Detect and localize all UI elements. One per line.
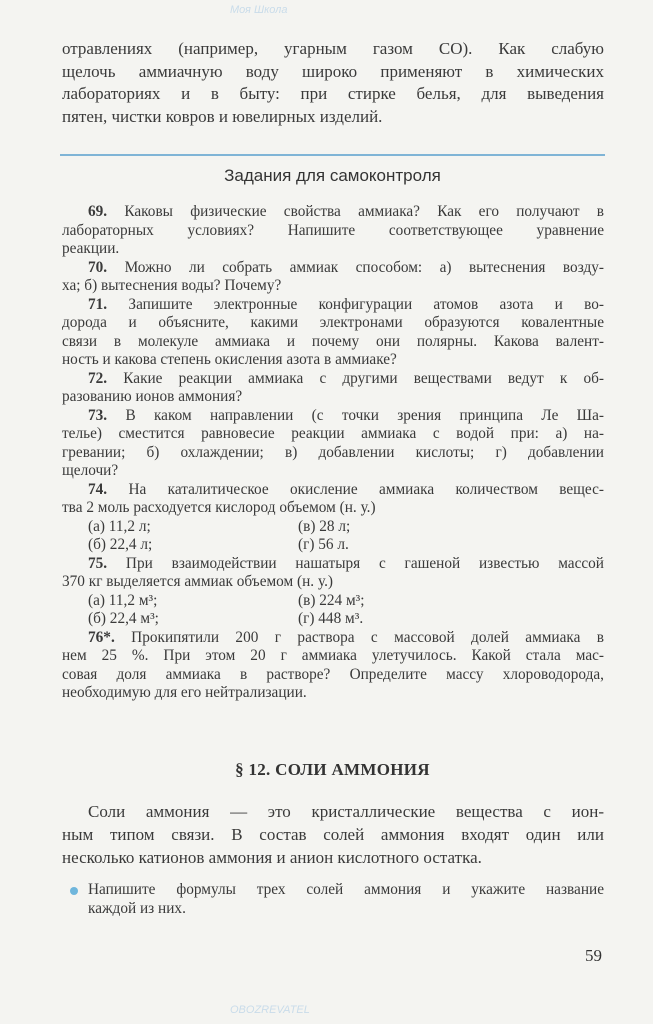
text-line: ность и какова степень окисления азота в аммиаке? (62, 351, 397, 368)
answer-option: (в) 28 л; (298, 517, 351, 535)
task-item (62, 259, 604, 296)
text-line: несколько катионов аммония и анион кислотного остатка. (62, 848, 482, 867)
text-line: необходимую для его нейтрализации. (62, 684, 307, 701)
task-item (62, 296, 604, 370)
bullet-icon (70, 887, 78, 895)
text-line: реакции. (62, 240, 120, 257)
text-line: Соли аммония — это кристаллические вещества с ион- (88, 802, 604, 821)
answer-option: (г) 56 л. (298, 536, 349, 553)
task-item (62, 370, 604, 407)
text-line: 72. Какие реакции аммиака с другими веществами ведут к об- (88, 369, 604, 387)
task-number: 71. (88, 295, 108, 313)
text-line: 70. Можно ли собрать аммиак способом: а) вытеснения возду- (88, 258, 604, 276)
text-line: ным типом связи. В состав солей аммония входят один или (62, 825, 604, 844)
task-item (62, 407, 604, 481)
answer-option: (г) 448 м³. (298, 610, 364, 627)
text-line: 69. Каковы физические свойства аммиака? Как его получают в (88, 203, 604, 220)
text-line: щелочь аммиачную воду широко применяют в химических (62, 61, 604, 81)
text-line: 75. При взаимодействии нашатыря с гашеной известью массой (88, 554, 604, 572)
text-line: нем 25 %. При этом 20 г аммиака улетучилось. Какой стала мас- (62, 647, 604, 664)
text-line: 71. Запишите электронные конфигурации атомов азота и во- (88, 295, 604, 313)
section-paragraph (62, 800, 604, 869)
text-line: 74. На каталитическое окисление аммиака количеством вещес- (88, 480, 604, 498)
task-number: 69. (88, 203, 108, 220)
task-number: 74. (88, 480, 108, 498)
text-line: дорода и объясните, какими электронами образуются ковалентные (62, 314, 604, 331)
text-line: лабораториях и в быту: при стирке белья, для выведения (62, 84, 604, 103)
answer-option: (в) 224 м³; (298, 591, 365, 609)
text-line: каждой из них. (88, 900, 186, 917)
task-number: 75. (88, 554, 108, 572)
answer-options-row (62, 592, 604, 611)
watermark: OBOZREVATEL (230, 1004, 310, 1016)
text-line: ха; б) вытеснения воды? Почему? (62, 277, 282, 294)
task-item (62, 481, 604, 555)
task-item (62, 555, 604, 629)
text-line: тва 2 моль расходуется кислород объемом (н. у.) (62, 499, 376, 516)
task-number: 72. (88, 369, 108, 387)
answer-options-row (62, 536, 604, 555)
page-number: 59 (585, 946, 602, 965)
task-number: 76*. (88, 628, 115, 646)
answer-options-row (62, 518, 604, 537)
task-item (62, 203, 604, 259)
watermark: Моя Школа (230, 4, 288, 16)
task-item (62, 629, 604, 703)
intro-paragraph (62, 38, 604, 128)
answer-option: (а) 11,2 л; (88, 517, 151, 535)
answer-option: (б) 22,4 л; (88, 536, 153, 553)
text-line: пятен, чистки ковров и ювелирных изделий. (62, 106, 383, 126)
text-line: Напишите формулы трех солей аммония и укажите название (88, 881, 604, 898)
text-line: совая доля аммиака в растворе? Определите массу хлороводорода, (62, 665, 604, 683)
bullet-task (88, 880, 604, 918)
section-heading: § 12. СОЛИ АММОНИЯ (235, 760, 430, 779)
text-line: 370 кг выделяется аммиак объемом (н. у.) (62, 573, 333, 590)
task-number: 70. (88, 258, 108, 276)
text-line: разованию ионов аммония? (62, 388, 243, 405)
divider (60, 154, 605, 156)
text-line: 76*. Прокипятили 200 г раствора с массовой долей аммиака в (88, 628, 604, 646)
text-line: гревании; б) охлаждении; в) добавлении кислоты; г) добавлении (62, 443, 604, 461)
text-line: лабораторных условиях? Напишите соответствующее уравнение (62, 221, 604, 239)
answer-option: (а) 11,2 м³; (88, 591, 158, 609)
text-line: связи в молекуле аммиака и почему они полярны. Какова валент- (62, 332, 604, 350)
answer-option: (б) 22,4 м³; (88, 610, 159, 627)
text-line: телье) сместится равновесие реакции аммиака с водой при: а) на- (62, 425, 604, 442)
answer-options-row (62, 610, 604, 629)
tasks-list (62, 203, 604, 703)
text-line: отравлениях (например, угарным газом CO). Как слабую (62, 39, 604, 58)
task-number: 73. (88, 406, 108, 424)
tasks-heading: Задания для самоконтроля (224, 166, 441, 185)
text-line: щелочи? (62, 462, 119, 479)
text-line: 73. В каком направлении (с точки зрения принципа Ле Ша- (88, 406, 604, 424)
